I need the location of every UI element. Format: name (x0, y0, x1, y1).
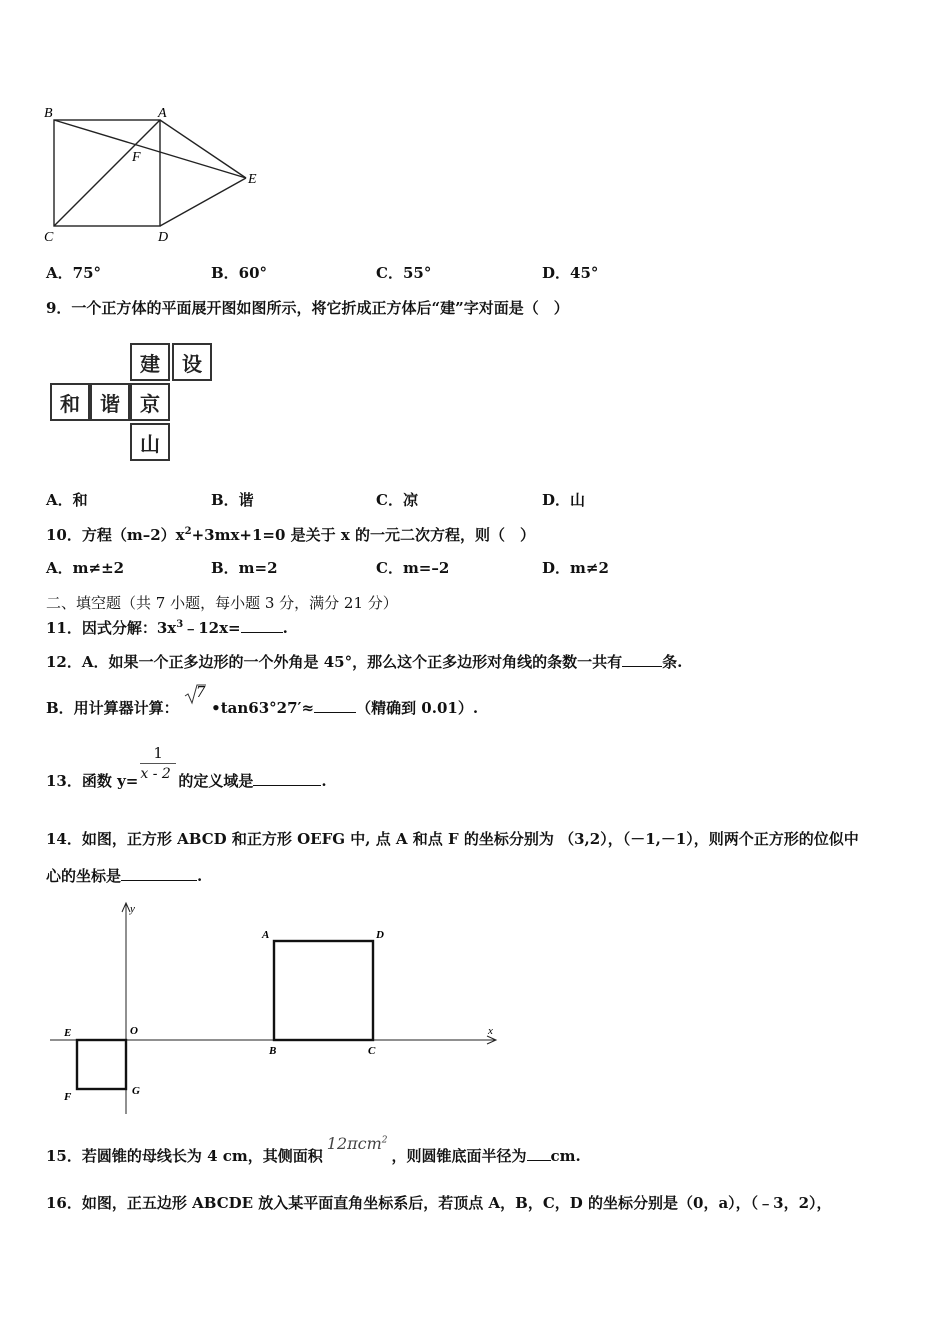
area-exponent: 2 (381, 1135, 388, 1146)
q15-text-mid: ，则圆锥底面半径为 (391, 1147, 527, 1165)
q14-line2 (46, 865, 202, 886)
answer-blank[interactable] (253, 771, 321, 786)
label-o: O (130, 1025, 138, 1037)
label-a: A (262, 929, 270, 941)
cube-cell: 建 (130, 343, 170, 381)
q15-text: 15．若圆锥的母线长为 4 cm，其侧面积 (46, 1147, 323, 1165)
q16: 16．如图，正五边形 ABCDE 放入某平面直角坐标系后，若顶点 A，B，C，D 的坐标分别是（0，a），（﹣3，2）， (46, 1194, 832, 1212)
label-f: F (64, 1091, 72, 1103)
q10-option-c: C．m=–2 (376, 559, 450, 577)
square-abcd (274, 941, 373, 1040)
fraction (138, 744, 178, 786)
q15 (46, 1134, 581, 1166)
q14-figure (50, 900, 500, 1120)
q9-stem: 9．一个正方体的平面展开图如图所示，将它折成正方体后“建”字对面是（ ） (46, 299, 569, 317)
label-f: F (132, 150, 141, 165)
q10-option-b: B．m=2 (211, 559, 278, 577)
q15-text-end: cm. (550, 1147, 581, 1165)
q12b-text: B．用计算器计算： (46, 699, 179, 717)
q13-text-end: . (321, 772, 327, 790)
cube-cell: 设 (172, 343, 212, 381)
label-g: G (132, 1085, 140, 1097)
q11 (46, 617, 288, 638)
fraction-bar (140, 763, 176, 764)
q9-option-a: A．和 (46, 491, 88, 509)
q13-text-mid: 的定义域是 (178, 772, 254, 790)
label-b: B (44, 106, 53, 121)
q13-text: 13．函数 y= (46, 772, 139, 790)
cube-cell: 京 (130, 383, 170, 421)
q8-option-c: C．55° (376, 264, 432, 282)
q11-exponent: 3 (176, 619, 184, 630)
label-d: D (158, 230, 169, 245)
q13 (46, 744, 327, 791)
q8-option-b: B．60° (211, 264, 268, 282)
answer-blank[interactable] (314, 698, 356, 713)
label-c: C (368, 1045, 376, 1057)
q10-exponent: 2 (184, 526, 192, 537)
segment-ae (160, 120, 246, 178)
q10-stem-a: 10．方程（m–2）x (46, 526, 185, 544)
q8-option-d: D．45° (542, 264, 599, 282)
sqrt-7 (184, 683, 206, 703)
q10-stem (46, 524, 535, 545)
segment-be (54, 120, 246, 178)
cube-cell: 山 (130, 423, 170, 461)
section-title: 二、填空题（共 7 小题，每小题 3 分，满分 21 分） (46, 594, 398, 612)
answer-blank[interactable] (622, 652, 662, 667)
q11-text-a: 11．因式分解：3x (46, 619, 177, 637)
q12a (46, 651, 682, 672)
label-x: x (488, 1025, 493, 1037)
q12b-text-end: （精确到 0.01）. (356, 699, 479, 717)
q14-text: 心的坐标是 (46, 867, 122, 885)
answer-blank[interactable] (121, 866, 197, 881)
q12b (46, 683, 479, 718)
cube-cell: 和 (50, 383, 90, 421)
q10-option-a: A．m≠±2 (46, 559, 125, 577)
q12b-text-mid: •tan63°27′≈ (211, 699, 315, 717)
label-d: D (376, 929, 384, 941)
q8-option-a: A．75° (46, 264, 102, 282)
q9-option-c: C．凉 (376, 491, 418, 509)
square-oefg (77, 1040, 126, 1089)
label-a: A (158, 106, 167, 121)
segment-de (160, 178, 246, 226)
answer-blank[interactable] (241, 618, 283, 633)
radicand: 7 (195, 683, 206, 701)
q9-option-d: D．山 (542, 491, 586, 509)
area-value: 12πcm (326, 1134, 382, 1153)
q11-text-c: . (282, 619, 288, 637)
q10-stem-b: +3mx+1=0 是关于 x 的一元二次方程，则（ ） (191, 526, 536, 544)
label-e: E (248, 172, 257, 187)
q10-option-d: D．m≠2 (542, 559, 609, 577)
q12a-text-end: 条. (662, 653, 683, 671)
q14-text-end: . (197, 867, 203, 885)
lateral-area (327, 1134, 388, 1153)
q9-option-b: B．谐 (211, 491, 254, 509)
answer-blank[interactable] (527, 1146, 551, 1161)
fraction-numerator: 1 (153, 744, 163, 762)
q12a-text: 12．A．如果一个正多边形的一个外角是 45°，那么这个正多边形对角线的条数一共有 (46, 653, 623, 671)
label-y: y (130, 903, 135, 915)
label-c: C (44, 230, 54, 245)
label-b: B (269, 1045, 277, 1057)
q11-text-b: ﹣12x= (183, 619, 241, 637)
q14-line1: 14．如图，正方形 ABCD 和正方形 OEFG 中, 点 A 和点 F 的坐标分别为 （3,2），（－1,－1），则两个正方形的位似中 (46, 830, 859, 848)
label-e: E (64, 1027, 72, 1039)
cube-cell: 谐 (90, 383, 130, 421)
q8-figure (40, 100, 270, 250)
fraction-denominator: x - 2 (140, 766, 171, 782)
